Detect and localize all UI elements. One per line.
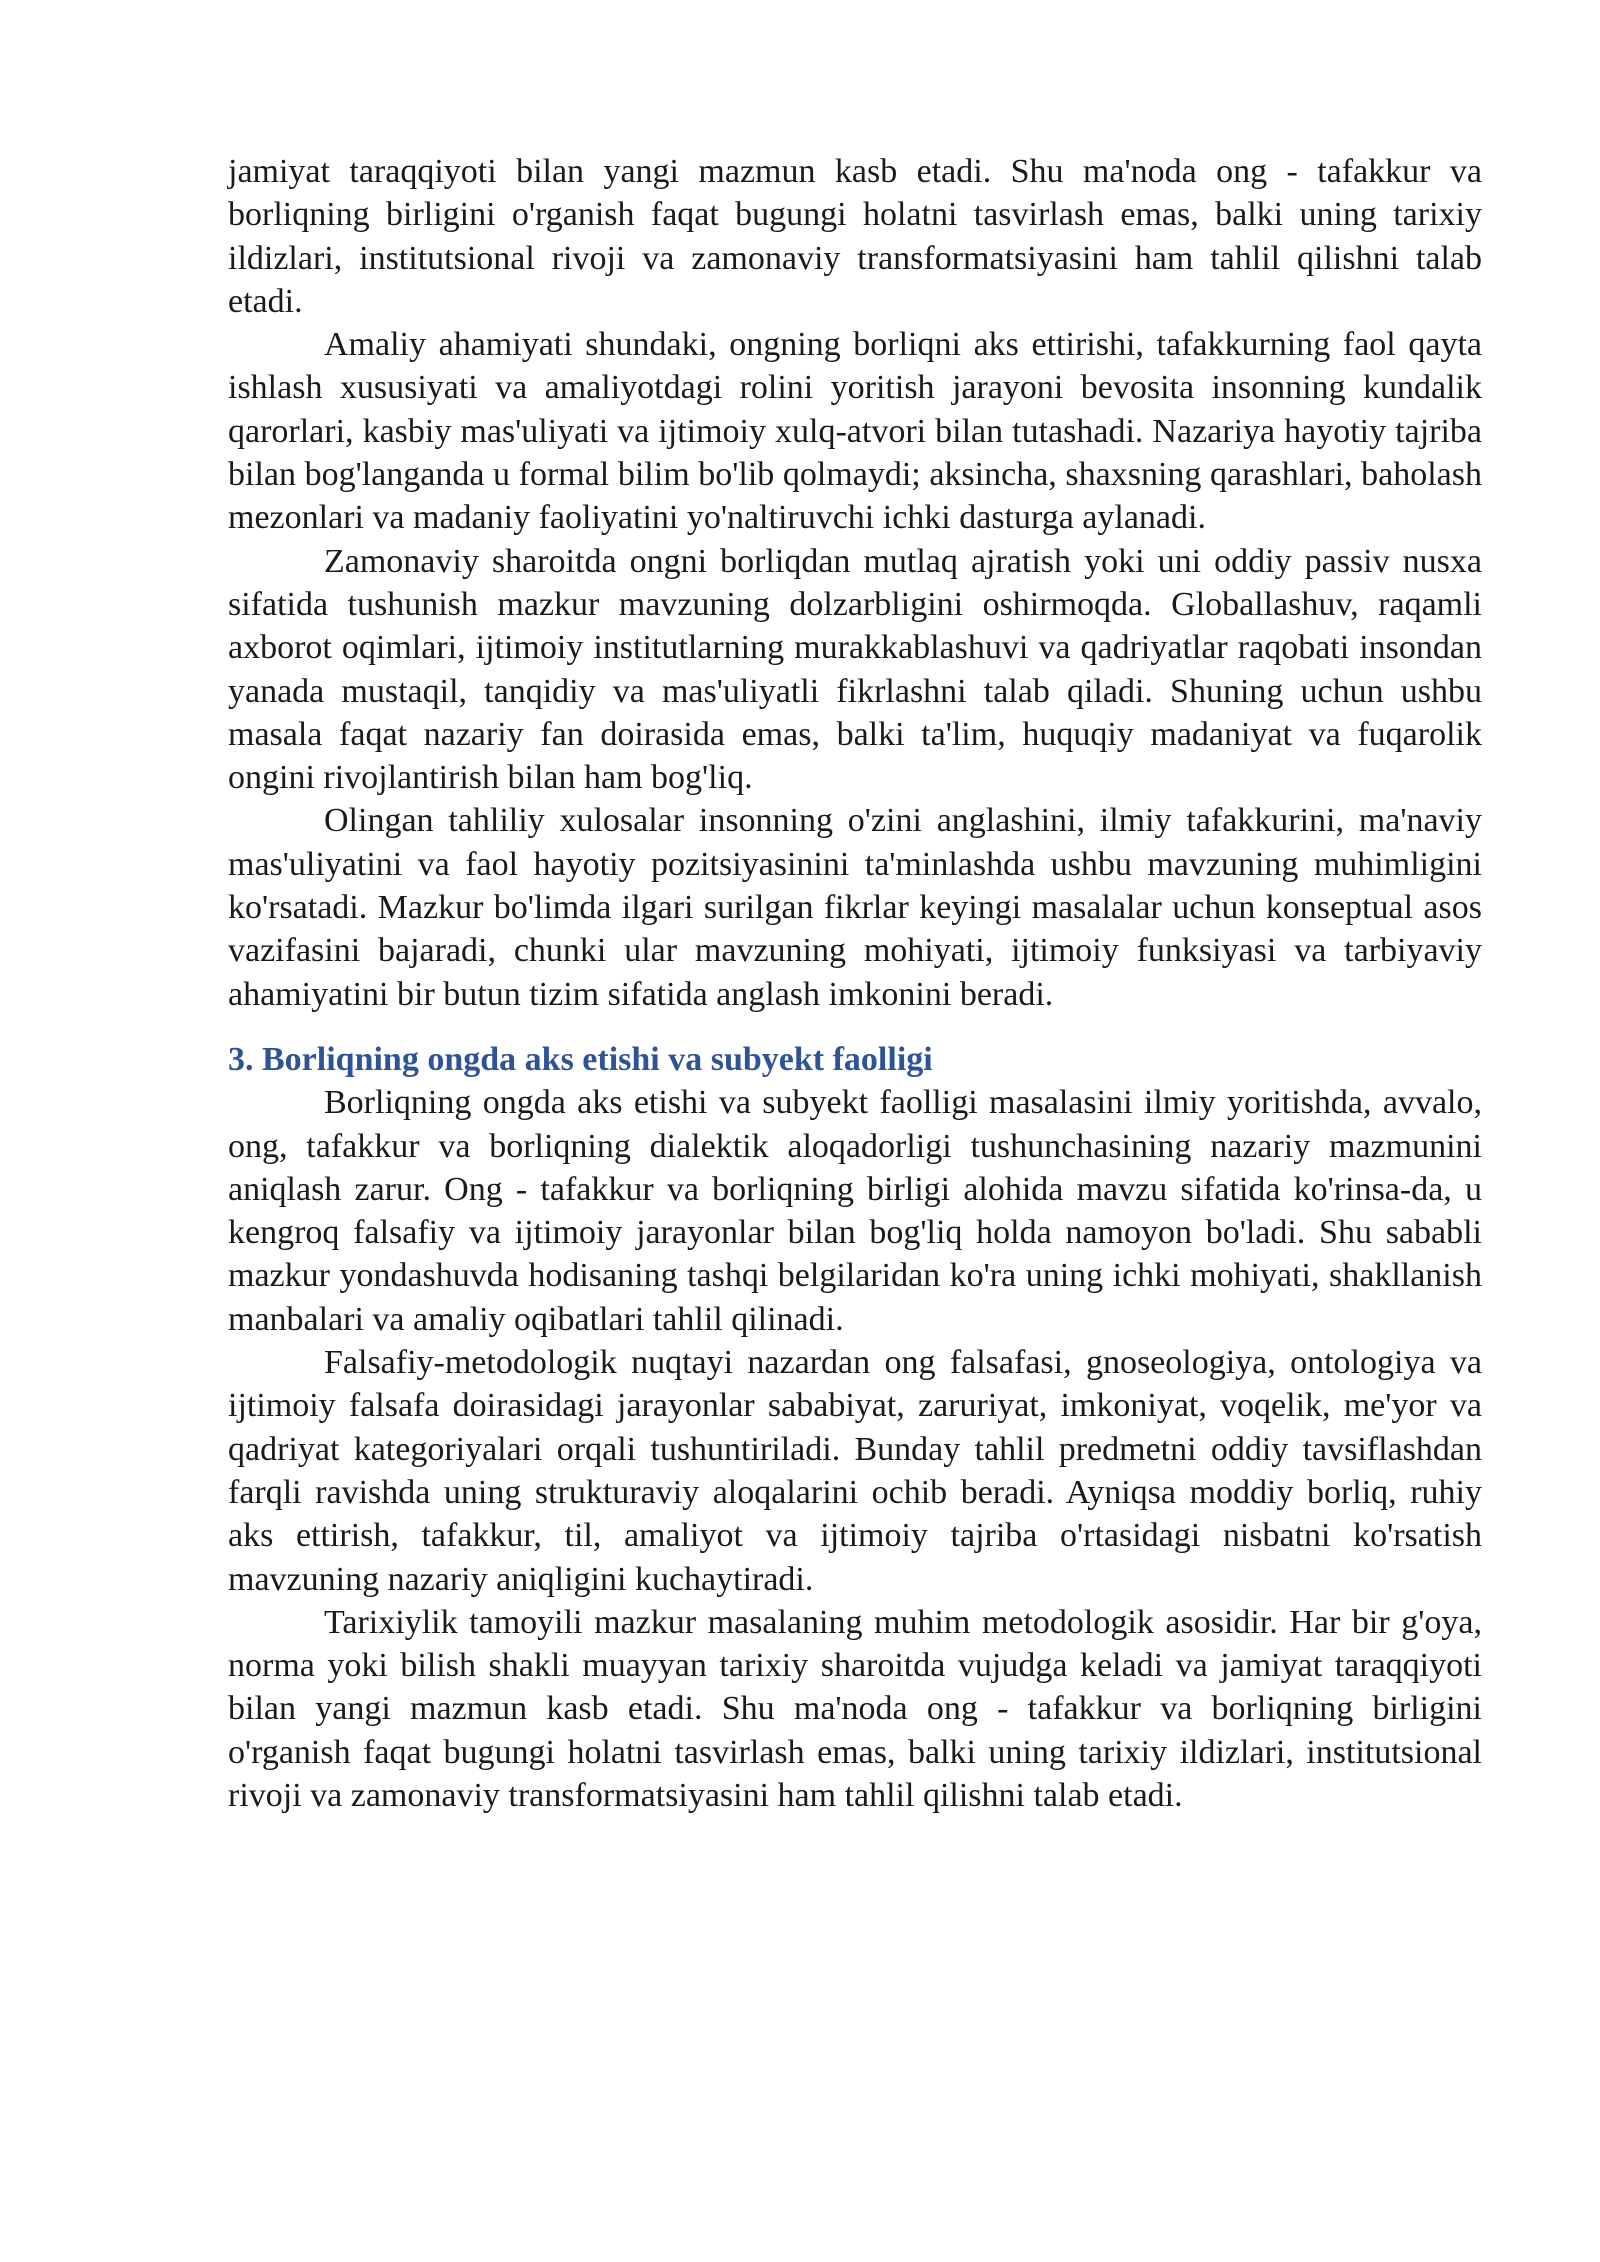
paragraph: Zamonaviy sharoitda ongni borliqdan mutlaq ajratish yoki uni oddiy passiv nusxa sifatida tushunish mazkur mavzuning dolzarbligini oshirmoqda. Globallashuv, raqamli axborot oqimlari, ijtimoiy institutlarning murakkablashuvi va qadriyatlar raqobati insondan yanada mustaqil, tanqidiy va mas'uliyatli fikrlashni talab qiladi. Shuning uchun ushbu masala faqat nazariy fan doirasida emas, balki ta'lim, huquqiy madaniyat va fuqarolik ongini rivojlantirish bilan ham bog'liq. (228, 542, 1482, 797)
section-heading: 3. Borliqning ongda aks etishi va subyekt faolligi (228, 1040, 933, 1078)
paragraph: Borliqning ongda aks etishi va subyekt faolligi masalasini ilmiy yoritishda, avvalo, ong, tafakkur va borliqning dialektik aloqadorligi tushunchasining nazariy mazmunini aniqlash zarur. Ong - tafakkur va borliqning birligi alohida mavzu sifatida ko'rinsa-da, u kengroq falsafiy va ijtimoiy jarayonlar bilan bog'liq holda namoyon bo'ladi. Shu sababli mazkur yondashuvda hodisaning tashqi belgilaridan ko'ra uning ichki mohiyati, shakllanish manbalari va amaliy oqibatlari tahlil qilinadi. (228, 1084, 1482, 1338)
paragraph: Amaliy ahamiyati shundaki, ongning borliqni aks ettirishi, tafakkurning faol qayta ishlash xususiyati va amaliyotdagi rolini yoritish jarayoni bevosita insonning kundalik qarorlari, kasbiy mas'uliyati va ijtimoiy xulq-atvori bilan tutashadi. Nazariya hayotiy tajriba bilan bog'langanda u formal bilim bo'lib qolmaydi; aksincha, shaxsning qarashlari, baholash mezonlari va madaniy faoliyatini yo'naltiruvchi ichki dasturga aylanadi. (228, 326, 1482, 537)
paragraph: Olingan tahliliy xulosalar insonning o'zini anglashini, ilmiy tafakkurini, ma'naviy mas'uliyatini va faol hayotiy pozitsiyasinini ta'minlashda ushbu mavzuning muhimligini ko'rsatadi. Mazkur bo'limda ilgari surilgan fikrlar keyingi masalalar uchun konseptual asos vazifasini bajaradi, chunki ular mavzuning mohiyati, ijtimoiy funksiyasi va tarbiyaviy ahamiyatini bir butun tizim sifatida anglash imkonini beradi. (228, 802, 1482, 1013)
document-page (228, 150, 1482, 1817)
paragraph: Tarixiylik tamoyili mazkur masalaning muhim metodologik asosidir. Har bir g'oya, norma yoki bilish shakli muayyan tarixiy sharoitda vujudga keladi va jamiyat taraqqiyoti bilan yangi mazmun kasb etadi. Shu ma'noda ong - tafakkur va borliqning birligini o'rganish faqat bugungi holatni tasvirlash emas, balki uning tarixiy ildizlari, institutsional rivoji va zamonaviy transformatsiyasini ham tahlil qilishni talab etadi. (228, 1603, 1482, 1814)
paragraph: Falsafiy-metodologik nuqtayi nazardan ong falsafasi, gnoseologiya, ontologiya va ijtimoiy falsafa doirasidagi jarayonlar sababiyat, zaruriyat, imkoniyat, voqelik, me'yor va qadriyat kategoriyalari orqali tushuntiriladi. Bunday tahlil predmetni oddiy tavsiflashdan farqli ravishda uning strukturaviy aloqalarini ochib beradi. Ayniqsa moddiy borliq, ruhiy aks ettirish, tafakkur, til, amaliyot va ijtimoiy tajriba o'rtasidagi nisbatni ko'rsatish mavzuning nazariy aniqligini kuchaytiradi. (228, 1344, 1482, 1598)
paragraph-continuation: jamiyat taraqqiyoti bilan yangi mazmun kasb etadi. Shu ma'noda ong - tafakkur va borliqning birligini o'rganish faqat bugungi holatni tasvirlash emas, balki uning tarixiy ildizlari, institutsional rivoji va zamonaviy transformatsiyasini ham tahlil qilishni talab etadi. (228, 153, 1482, 320)
